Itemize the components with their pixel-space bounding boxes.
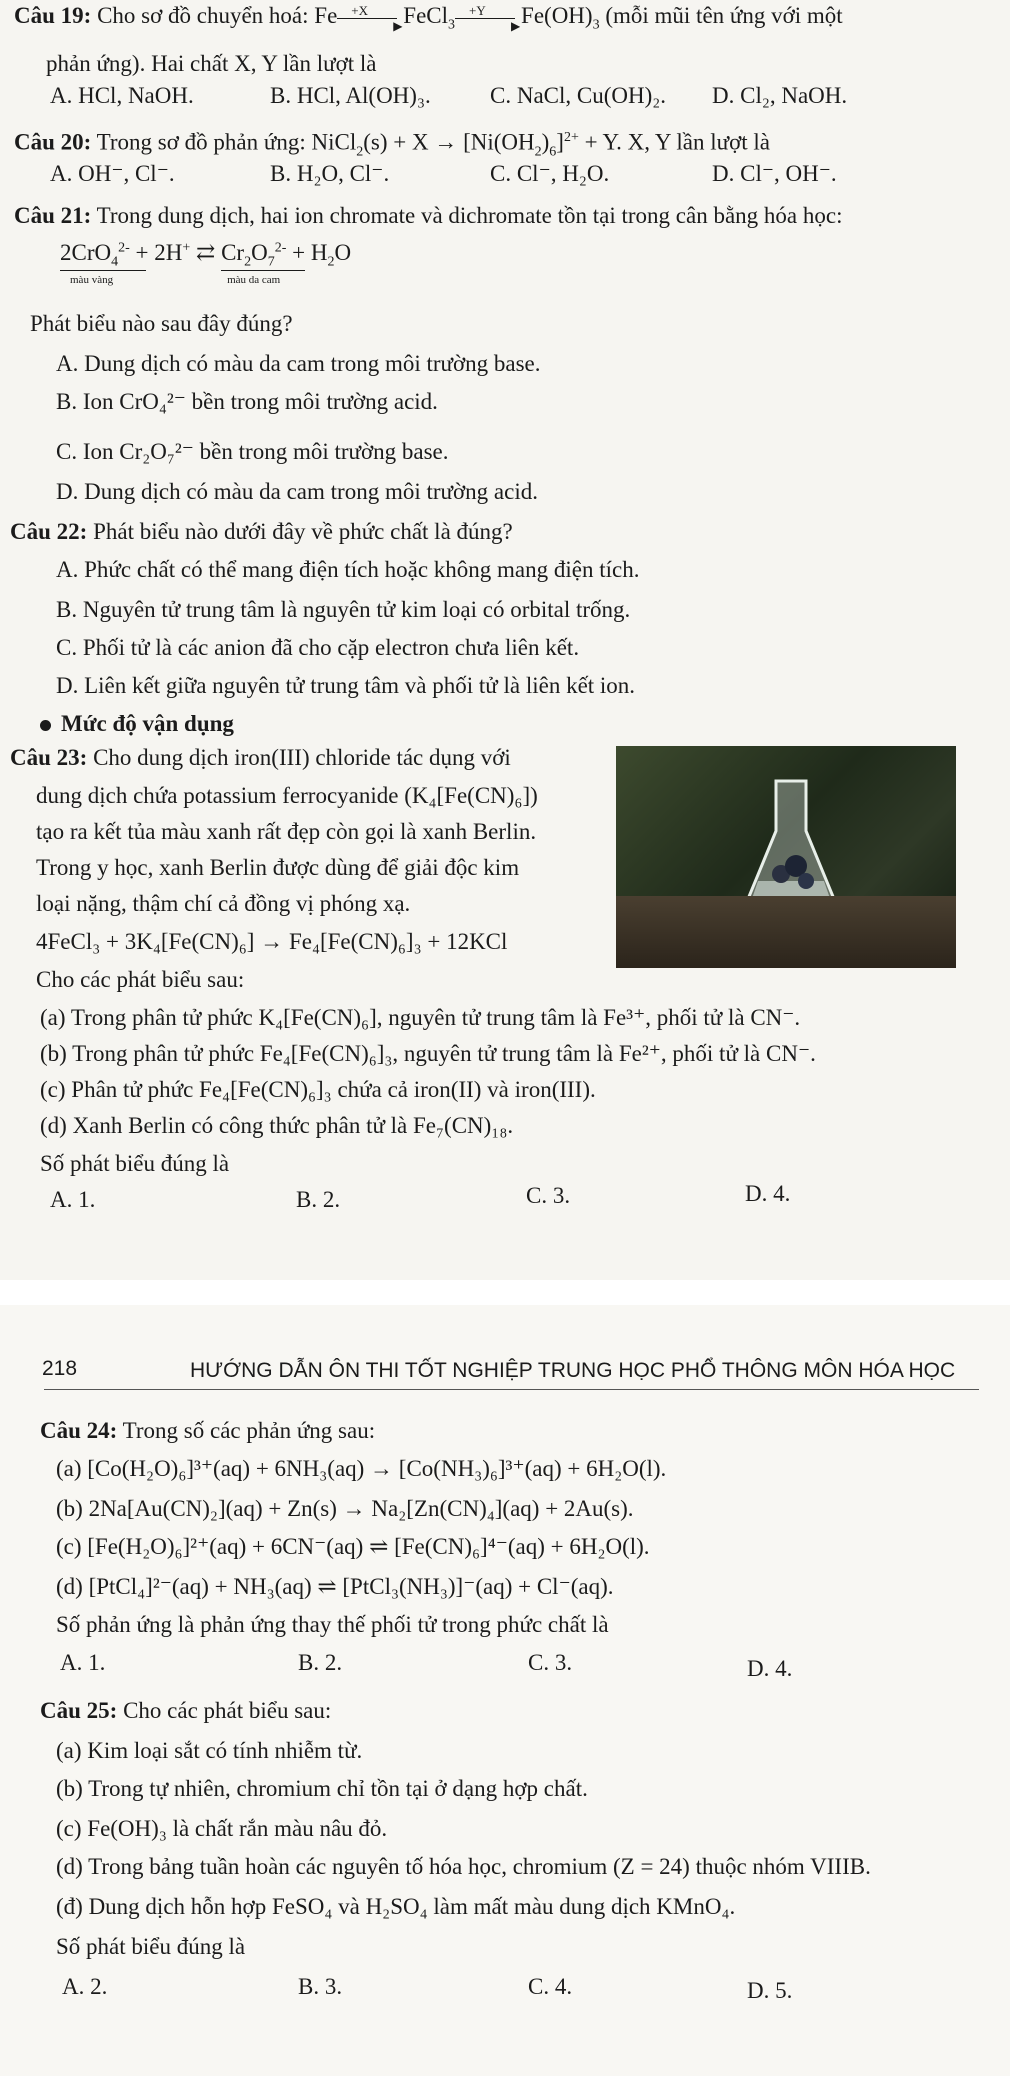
- q24-reaction-a: (a) [Co(H₂O)₆]³⁺(aq) + 6NH₃(aq) → [Co(NH₃)₆]³⁺(aq) + 6H₂O(l).: [56, 1456, 667, 1481]
- q21-question: Phát biểu nào sau đây đúng?: [30, 311, 293, 336]
- q21-equation: 2CrO$_4^{2-}$ màu vàng + 2H+ ⇄ $Cr_2O_7^{2-}$ màu da cam + $H_2O$: [60, 240, 352, 286]
- q24-title: Câu 24:: [40, 1418, 118, 1443]
- bullet-icon: [40, 720, 51, 731]
- page-gap: [0, 1280, 1010, 1305]
- q19-option-c[interactable]: C. NaCl, Cu(OH)₂.: [490, 83, 667, 108]
- q23-title: Câu 23:: [10, 745, 88, 770]
- q24-text: Trong số các phản ứng sau:: [122, 1418, 376, 1443]
- book-title: HƯỚNG DẪN ÔN THI TỐT NGHIỆP TRUNG HỌC PHỔ THÔNG MÔN HÓA HỌC: [190, 1359, 956, 1382]
- q23-text-3: tạo ra kết tủa màu xanh rất đẹp còn gọi là xanh Berlin.: [36, 819, 537, 844]
- q21-option-c[interactable]: C. Ion Cr₂O₇²⁻ bền trong môi trường base.: [56, 439, 449, 464]
- q24-option-b[interactable]: B. 2.: [298, 1650, 343, 1675]
- q23-count: Số phát biểu đúng là: [40, 1151, 230, 1176]
- q19-line2: phản ứng). Hai chất X, Y lần lượt là: [46, 51, 377, 76]
- q24-line: [40, 1417, 375, 1445]
- q22-option-c[interactable]: C. Phối tử là các anion đã cho cặp electron chưa liên kết.: [56, 635, 580, 660]
- q25-statement-c: (c) Fe(OH)₃ là chất rắn màu nâu đỏ.: [56, 1816, 388, 1841]
- q23-equation: 4FeCl₃ + 3K₄[Fe(CN)₆] → Fe₄[Fe(CN)₆]₃ + 12KCl: [36, 929, 508, 954]
- q23-statement-b: (b) Trong phân tử phức Fe₄[Fe(CN)₆]₃, nguyên tử trung tâm là Fe²⁺, phối tử là CN⁻.: [40, 1041, 816, 1066]
- q22-text: Phát biểu nào dưới đây về phức chất là đúng?: [93, 519, 513, 544]
- q25-statement-d: (d) Trong bảng tuần hoàn các nguyên tố hóa học, chromium (Z = 24) thuộc nhóm VIIIB.: [56, 1854, 871, 1879]
- q24-reaction-d: (d) [PtCl₄]²⁻(aq) + NH₃(aq) ⇌ [PtCl₃(NH₃)]⁻(aq) + Cl⁻(aq).: [56, 1574, 614, 1599]
- q21-line: [14, 202, 842, 230]
- q25-count: Số phát biểu đúng là: [56, 1934, 246, 1959]
- q23-option-b[interactable]: B. 2.: [296, 1187, 341, 1212]
- page-number: 218: [42, 1357, 78, 1380]
- q23-text-5: loại nặng, thậm chí cả đồng vị phóng xạ.: [36, 891, 411, 916]
- q20-line: Câu 20: Trong sơ đồ phản ứng: NiCl$_2$(s) + $X \to [Ni(OH_2)_6]^{2+} + Y$. X, Y lần lượt là: [14, 129, 770, 160]
- q19-title: Câu 19:: [14, 3, 92, 28]
- q22-option-b[interactable]: B. Nguyên tử trung tâm là nguyên tử kim loại có orbital trống.: [56, 597, 631, 622]
- q23-text-4: Trong y học, xanh Berlin được dùng để giải độc kim: [36, 855, 520, 880]
- q19-option-a[interactable]: A. HCl, NaOH.: [50, 83, 194, 108]
- q22-title: Câu 22:: [10, 519, 88, 544]
- q19-suffix: (mỗi mũi tên ứng với một: [605, 3, 843, 28]
- q23-line1: [10, 744, 511, 772]
- q20-option-d[interactable]: D. Cl⁻, OH⁻.: [712, 161, 837, 186]
- header-divider: [44, 1389, 979, 1390]
- page-lower: [0, 1305, 1010, 2076]
- q21-option-d[interactable]: D. Dung dịch có màu da cam trong môi trường acid.: [56, 479, 538, 504]
- q19-arrow-x: +X ▶: [337, 11, 403, 25]
- section-heading-text: Mức độ vận dụng: [61, 711, 234, 736]
- q24-reaction-c: (c) [Fe(H₂O)₆]²⁺(aq) + 6CN⁻(aq) ⇌ [Fe(CN)₆]⁴⁻(aq) + 6H₂O(l).: [56, 1534, 650, 1559]
- q24-option-c[interactable]: C. 3.: [528, 1650, 573, 1675]
- section-heading: [40, 710, 234, 738]
- q25-option-a[interactable]: A. 2.: [62, 1974, 108, 1999]
- q21-option-a[interactable]: A. Dung dịch có màu da cam trong môi trường base.: [56, 351, 541, 376]
- q20-option-b[interactable]: B. H₂O, Cl⁻.: [270, 161, 390, 186]
- q23-option-c[interactable]: C. 3.: [526, 1183, 571, 1208]
- q19-line1: Câu 19: Cho sơ đồ chuyển hoá: Fe +X ▶ FeCl$_3$ +Y ▶ $Fe(OH)_3$ (mỗi mũi tên ứng với một: [14, 2, 843, 33]
- q25-statement-a: (a) Kim loại sắt có tính nhiễm từ.: [56, 1738, 363, 1763]
- q25-option-d[interactable]: D. 5.: [747, 1978, 793, 2003]
- q23-option-d[interactable]: D. 4.: [745, 1181, 791, 1206]
- q23-text-1: Cho dung dịch iron(III) chloride tác dụng với: [93, 745, 511, 770]
- q24-count: Số phản ứng là phản ứng thay thế phối tử trong phức chất là: [56, 1612, 609, 1637]
- berlin-blue-flask-photo: [616, 746, 956, 968]
- q23-statement-a: (a) Trong phân tử phức K₄[Fe(CN)₆], nguyên tử trung tâm là Fe³⁺, phối tử là CN⁻.: [40, 1005, 801, 1030]
- q20-text: Trong sơ đồ phản ứng:: [96, 129, 306, 155]
- q19-arrow-y: +Y ▶: [455, 11, 521, 25]
- q21-title: Câu 21:: [14, 203, 92, 228]
- q25-text: Cho các phát biểu sau:: [123, 1698, 332, 1723]
- q20-option-c[interactable]: C. Cl⁻, H₂O.: [490, 161, 610, 186]
- q23-statement-c: (c) Phân tử phức Fe₄[Fe(CN)₆]₃ chứa cả iron(II) và iron(III).: [40, 1077, 596, 1102]
- q19-intro: Cho sơ đồ chuyển hoá:: [97, 3, 309, 28]
- q21-option-b[interactable]: B. Ion CrO₄²⁻ bền trong môi trường acid.: [56, 389, 438, 414]
- q25-option-c[interactable]: C. 4.: [528, 1974, 573, 1999]
- q21-label-yellow: màu vàng: [70, 274, 114, 286]
- q24-option-d[interactable]: D. 4.: [747, 1656, 793, 1681]
- q23-option-a[interactable]: A. 1.: [50, 1187, 96, 1212]
- q22-option-d[interactable]: D. Liên kết giữa nguyên tử trung tâm và phối tử là liên kết ion.: [56, 673, 636, 698]
- q20-tail: . X, Y lần lượt là: [616, 129, 770, 155]
- q25-statement-e: (đ) Dung dịch hỗn hợp FeSO₄ và H₂SO₄ làm mất màu dung dịch KMnO₄.: [56, 1894, 736, 1919]
- q25-title: Câu 25:: [40, 1698, 118, 1723]
- q23-text-2: dung dịch chứa potassium ferrocyanide (K₄[Fe(CN)₆]): [36, 783, 538, 808]
- q21-label-orange: màu da cam: [227, 274, 281, 286]
- q25-statement-b: (b) Trong tự nhiên, chromium chỉ tồn tại ở dạng hợp chất.: [56, 1776, 588, 1801]
- q19-option-b[interactable]: B. HCl, Al(OH)₃.: [270, 83, 431, 108]
- q19-option-d[interactable]: D. Cl₂, NaOH.: [712, 83, 848, 108]
- q21-text: Trong dung dịch, hai ion chromate và dichromate tồn tại trong cân bằng hóa học:: [96, 203, 843, 228]
- q20-title: Câu 20:: [14, 129, 92, 155]
- q24-reaction-b: (b) 2Na[Au(CN)₂](aq) + Zn(s) → Na₂[Zn(CN)₄](aq) + 2Au(s).: [56, 1496, 634, 1521]
- q23-prompt: Cho các phát biểu sau:: [36, 967, 245, 992]
- q22-line: [10, 518, 513, 546]
- q23-statement-d: (d) Xanh Berlin có công thức phân tử là Fe₇(CN)₁₈.: [40, 1113, 514, 1138]
- q22-option-a[interactable]: A. Phức chất có thể mang điện tích hoặc không mang điện tích.: [56, 557, 640, 582]
- q20-option-a[interactable]: A. OH⁻, Cl⁻.: [50, 161, 175, 186]
- q24-option-a[interactable]: A. 1.: [60, 1650, 106, 1675]
- q25-option-b[interactable]: B. 3.: [298, 1974, 343, 1999]
- q25-line: [40, 1697, 331, 1725]
